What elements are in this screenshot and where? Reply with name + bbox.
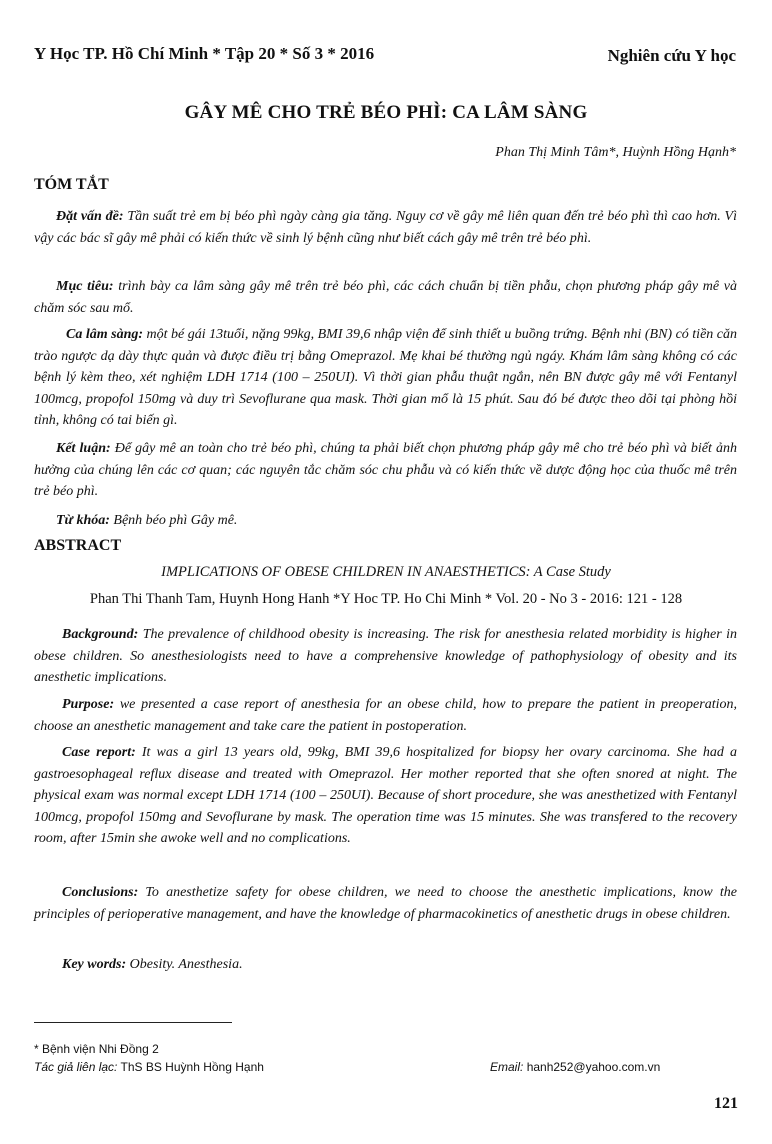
keywords-label: Key words: (62, 957, 127, 972)
authors: Phan Thị Minh Tâm*, Huỳnh Hồng Hạnh* (495, 145, 736, 160)
muc-tieu-label: Mục tiêu: (56, 279, 114, 294)
dat-van-de-paragraph (34, 206, 737, 249)
dat-van-de-label: Đặt vấn đề: (56, 209, 124, 224)
ket-luan-paragraph (34, 438, 737, 503)
tomtat-heading: TÓM TẮT (34, 176, 109, 193)
journal-header: Y Học TP. Hồ Chí Minh * Tập 20 * Số 3 * 2016 (34, 44, 375, 63)
email-footnote (490, 1060, 660, 1074)
ca-lam-sang-label: Ca lâm sàng: (66, 327, 144, 342)
muc-tieu-paragraph (34, 276, 737, 319)
conclusions-paragraph (34, 882, 737, 925)
tu-khoa-label: Từ khóa: (56, 513, 110, 528)
muc-tieu-text: trình bày ca lâm sàng gây mê trên trẻ béo phì, các cách chuẩn bị tiền phẫu, chọn phương pháp gây mê và chăm sóc sau mổ. (34, 279, 738, 316)
article-title: GÂY MÊ CHO TRẺ BÉO PHÌ: CA LÂM SÀNG (184, 102, 588, 123)
keywords-text: Obesity. Anesthesia. (129, 957, 243, 972)
case-report-text: It was a girl 13 years old, 99kg, BMI 39,6 hospitalized for biopsy her ovary carcinoma. She had a gastroesophageal reflux disease and treated with Omeprazol. Her mother reported that she often snored at night. The physical exam was normal except LDH 1714 (100 – 250UI). Because of short procedure, she was anesthetized with Fentanyl 100mcg, propofol 150mg and Sevoflurane by mask. The operation time was 15 minutes. She was transfered to the recovery room, after 15min she awoke well and no complications. (34, 745, 737, 846)
ket-luan-text: Để gây mê an toàn cho trẻ béo phì, chúng ta phải biết chọn phương pháp gây mê cho trẻ béo phì và biết ảnh hưởng của chúng lên các cơ quan; các nguyên tắc chăm sóc chu phẫu và có kiến thức về dược động học của thuốc mê trên trẻ béo phì. (34, 441, 738, 499)
purpose-text: we presented a case report of anesthesia for an obese child, how to prepare the patient in preoperation, choose an anesthetic management and take care the patient in postoperation. (34, 697, 737, 734)
tu-khoa-paragraph (34, 510, 737, 532)
contact-name: ThS BS Huỳnh Hồng Hạnh (120, 1060, 264, 1074)
affiliation-footnote: * Bệnh viện Nhi Đồng 2 (34, 1042, 159, 1056)
email-label: Email: (490, 1060, 524, 1074)
case-report-label: Case report: (62, 745, 136, 760)
section-header: Nghiên cứu Y học (607, 46, 736, 65)
citation: Phan Thi Thanh Tam, Huynh Hong Hanh *Y Hoc TP. Ho Chi Minh * Vol. 20 - No 3 - 2016: 121 - 128 (89, 591, 683, 607)
ca-lam-sang-text: một bé gái 13tuổi, nặng 99kg, BMI 39,6 nhập viện để sinh thiết u buồng trứng. Bệnh nhi (BN) có tiền căn trào ngược dạ dày thực quản và được điều trị bằng Omeprazol. Mẹ khai bé thường ngủ ngáy. Khám lâm sàng không có các bệnh lý kèm theo, xét nghiệm LDH 1714 (100 – 250UI). Vì thời gian phẫu thuật ngắn, nên BN được gây mê với Fentanyl 100mcg, propofol 150mg và duy trì Sevoflurane qua mask. Thời gian mổ là 15 phút. Sau đó bé được theo dõi tại phòng hồi tỉnh, không có tai biến gì. (34, 327, 738, 428)
case-report-paragraph (34, 742, 737, 850)
purpose-paragraph (34, 694, 737, 737)
email-address[interactable]: hanh252@yahoo.com.vn (526, 1060, 661, 1074)
footnote-divider (34, 1022, 232, 1023)
dat-van-de-text: Tần suất trẻ em bị béo phì ngày càng gia tăng. Nguy cơ về gây mê liên quan đến trẻ béo phì thì cao hơn. Vì vậy các bác sĩ gây mê phải có kiến thức về sinh lý bệnh cũng như biết cách gây mê trên trẻ béo phì. (34, 209, 737, 246)
ca-lam-sang-paragraph (34, 324, 737, 432)
background-label: Background: (62, 627, 139, 642)
abstract-title: IMPLICATIONS OF OBESE CHILDREN IN ANAESTHETICS: A Case Study (161, 564, 611, 580)
abstract-heading: ABSTRACT (34, 537, 122, 554)
contact-footnote (34, 1060, 264, 1074)
keywords-paragraph (34, 954, 737, 976)
page-number: 121 (714, 1095, 738, 1112)
tu-khoa-text: Bệnh béo phì Gây mê. (113, 513, 238, 528)
ket-luan-label: Kết luận: (56, 441, 111, 456)
conclusions-label: Conclusions: (62, 885, 139, 900)
conclusions-text: To anesthetize safety for obese children, we need to choose the anesthetic implications, know the principles of perioperative management, and have the knowledge of pharmacokinetics of anesthetic drugs in obese children. (34, 885, 737, 922)
purpose-label: Purpose: (62, 697, 115, 712)
background-text: The prevalence of childhood obesity is increasing. The risk for anesthesia related morbidity is higher in obese children. So anesthesiologists need to have a comprehensive knowledge of pathophysiology of obesity and its anesthetic implications. (34, 627, 737, 685)
contact-label: Tác giả liên lạc: (34, 1060, 118, 1074)
background-paragraph (34, 624, 737, 689)
